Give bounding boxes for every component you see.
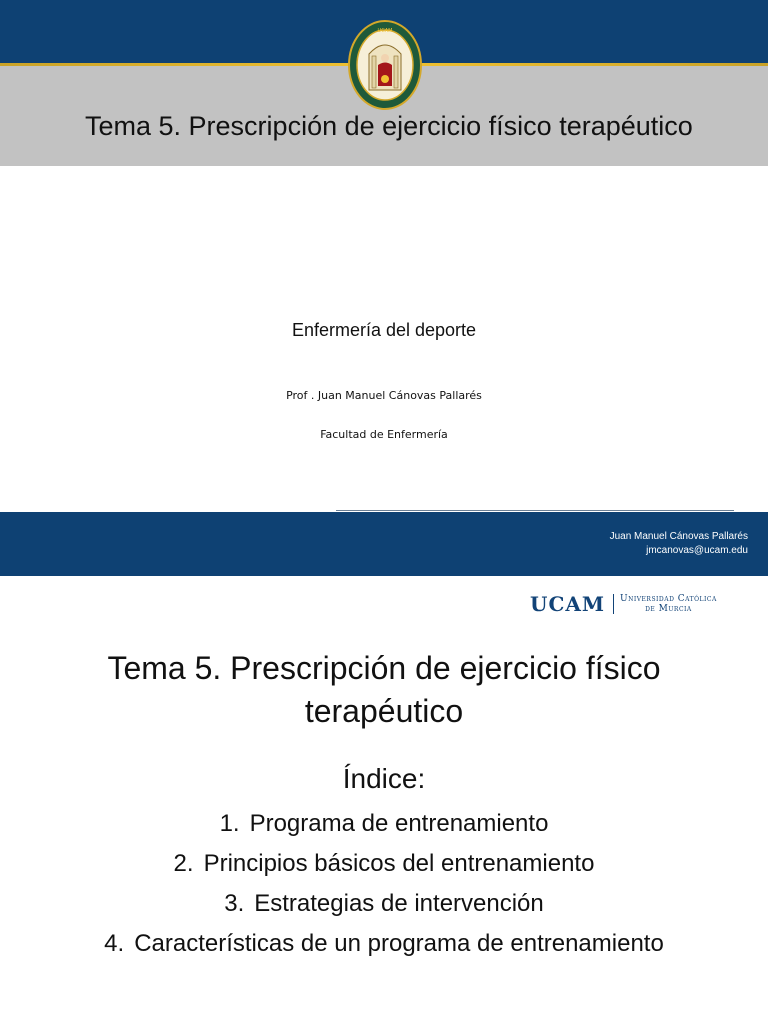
index-item-number: 1. [219, 810, 240, 837]
index-item-label: Estrategias de intervención [254, 890, 544, 917]
logo-acronym: UCAM [530, 592, 606, 616]
index-item-label: Programa de entrenamiento [249, 810, 549, 837]
index-heading: Índice: [342, 763, 426, 794]
footer-thin-line [336, 510, 734, 511]
bottom-navy-band [0, 512, 768, 576]
logo-text [620, 594, 717, 614]
footer-email: jmcanovas@ucam.edu [646, 545, 748, 556]
logo-line-1: Universidad Católica [620, 594, 717, 604]
course-subject: Enfermería del deporte [291, 320, 477, 340]
index-item-number: 4. [104, 930, 125, 957]
university-seal-icon [348, 20, 422, 110]
professor-name: Prof . Juan Manuel Cánovas Pallarés [286, 389, 482, 402]
index-item-number: 2. [173, 850, 194, 877]
index-item [0, 885, 768, 925]
svg-text:UCAM: UCAM [377, 28, 393, 34]
logo-line-2: de Murcia [645, 604, 692, 614]
footer-author: Juan Manuel Cánovas Pallarés [609, 531, 748, 542]
index-slide-title: Tema 5. Prescripción de ejercicio físico terapéutico [107, 650, 661, 729]
index-item-label: Características de un programa de entrenamiento [134, 930, 664, 957]
logo-separator [613, 594, 614, 614]
faculty-name: Facultad de Enfermería [320, 428, 448, 441]
index-item [0, 925, 768, 965]
index-list [0, 805, 768, 965]
index-item-number: 3. [224, 890, 245, 917]
index-item [0, 845, 768, 885]
slide-title: Tema 5. Prescripción de ejercicio físico terapéutico [85, 111, 693, 141]
ucam-logo [530, 592, 717, 616]
index-item-label: Principios básicos del entrenamiento [203, 850, 595, 877]
index-item [0, 805, 768, 845]
